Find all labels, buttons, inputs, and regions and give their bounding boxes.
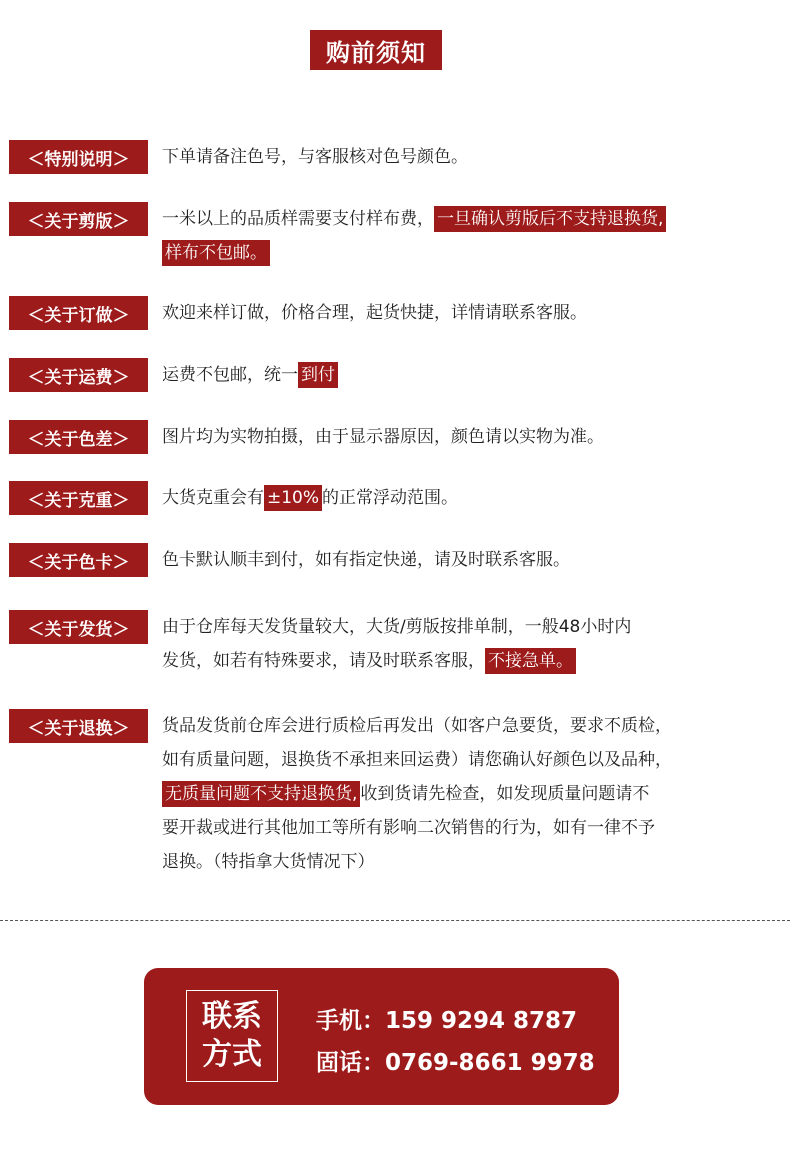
section-label: ＜关于色差＞	[9, 420, 148, 454]
text-normal: 大货克重会有	[162, 488, 264, 508]
section-text: 下单请备注色号，与客服核对色号颜色。	[162, 147, 468, 167]
landline-number: 固话：0769-8661 9978	[316, 1050, 595, 1076]
text-normal: 运费不包邮，统一	[162, 365, 298, 385]
section-label: ＜关于发货＞	[9, 610, 148, 644]
section-text: 欢迎来样订做，价格合理，起货快捷，详情请联系客服。	[162, 303, 587, 323]
section-label: ＜特别说明＞	[9, 140, 148, 174]
section-text	[162, 709, 772, 879]
section-text	[162, 481, 772, 515]
section-text	[162, 358, 772, 392]
text-normal: 收到货请先检查，如发现质量问题请不	[360, 784, 650, 804]
text-normal: 货品发货前仓库会进行质检后再发出（如客户急要货，要求不质检，	[162, 716, 672, 736]
text-normal: 如有质量问题，退换货不承担来回运费）请您确认好颜色以及品种，	[162, 750, 672, 770]
section-label: ＜关于订做＞	[9, 296, 148, 330]
section-text: 色卡默认顺丰到付，如有指定快递，请及时联系客服。	[162, 550, 570, 570]
text-highlight: 不接急单。	[485, 648, 576, 674]
text-highlight: 一旦确认剪版后不支持退换货,	[434, 206, 666, 232]
contact-heading-box	[186, 990, 278, 1082]
text-highlight: 到付	[298, 362, 338, 388]
text-normal: 退换。（特指拿大货情况下）	[162, 852, 375, 872]
text-normal: 发货，如若有特殊要求，请及时联系客服，	[162, 651, 485, 671]
text-highlight: 无质量问题不支持退换货,	[162, 781, 360, 807]
text-normal: 由于仓库每天发货量较大，大货/剪版按排单制，一般48小时内	[162, 617, 632, 637]
page-title: 购前须知	[310, 30, 442, 70]
contact-heading-line: 方式	[202, 1037, 262, 1072]
text-highlight: 样布不包邮。	[162, 240, 270, 266]
section-text	[162, 610, 772, 678]
text-normal: 的正常浮动范围。	[322, 488, 459, 508]
text-normal: 要开裁或进行其他加工等所有影响二次销售的行为，如有一律不予	[162, 818, 655, 838]
section-label: ＜关于退换＞	[9, 709, 148, 743]
text-highlight: ±10%	[264, 485, 322, 511]
contact-heading-line: 联系	[202, 999, 262, 1034]
dashed-divider	[0, 920, 790, 921]
section-label: ＜关于运费＞	[9, 358, 148, 392]
section-label: ＜关于色卡＞	[9, 543, 148, 577]
section-label: ＜关于剪版＞	[9, 202, 148, 236]
section-label: ＜关于克重＞	[9, 481, 148, 515]
text-normal: 一米以上的品质样需要支付样布费，	[162, 209, 434, 229]
contact-panel	[144, 968, 619, 1105]
mobile-number: 手机：159 9294 8787	[316, 1008, 578, 1034]
section-text: 图片均为实物拍摄，由于显示器原因，颜色请以实物为准。	[162, 427, 604, 447]
section-text	[162, 202, 772, 270]
